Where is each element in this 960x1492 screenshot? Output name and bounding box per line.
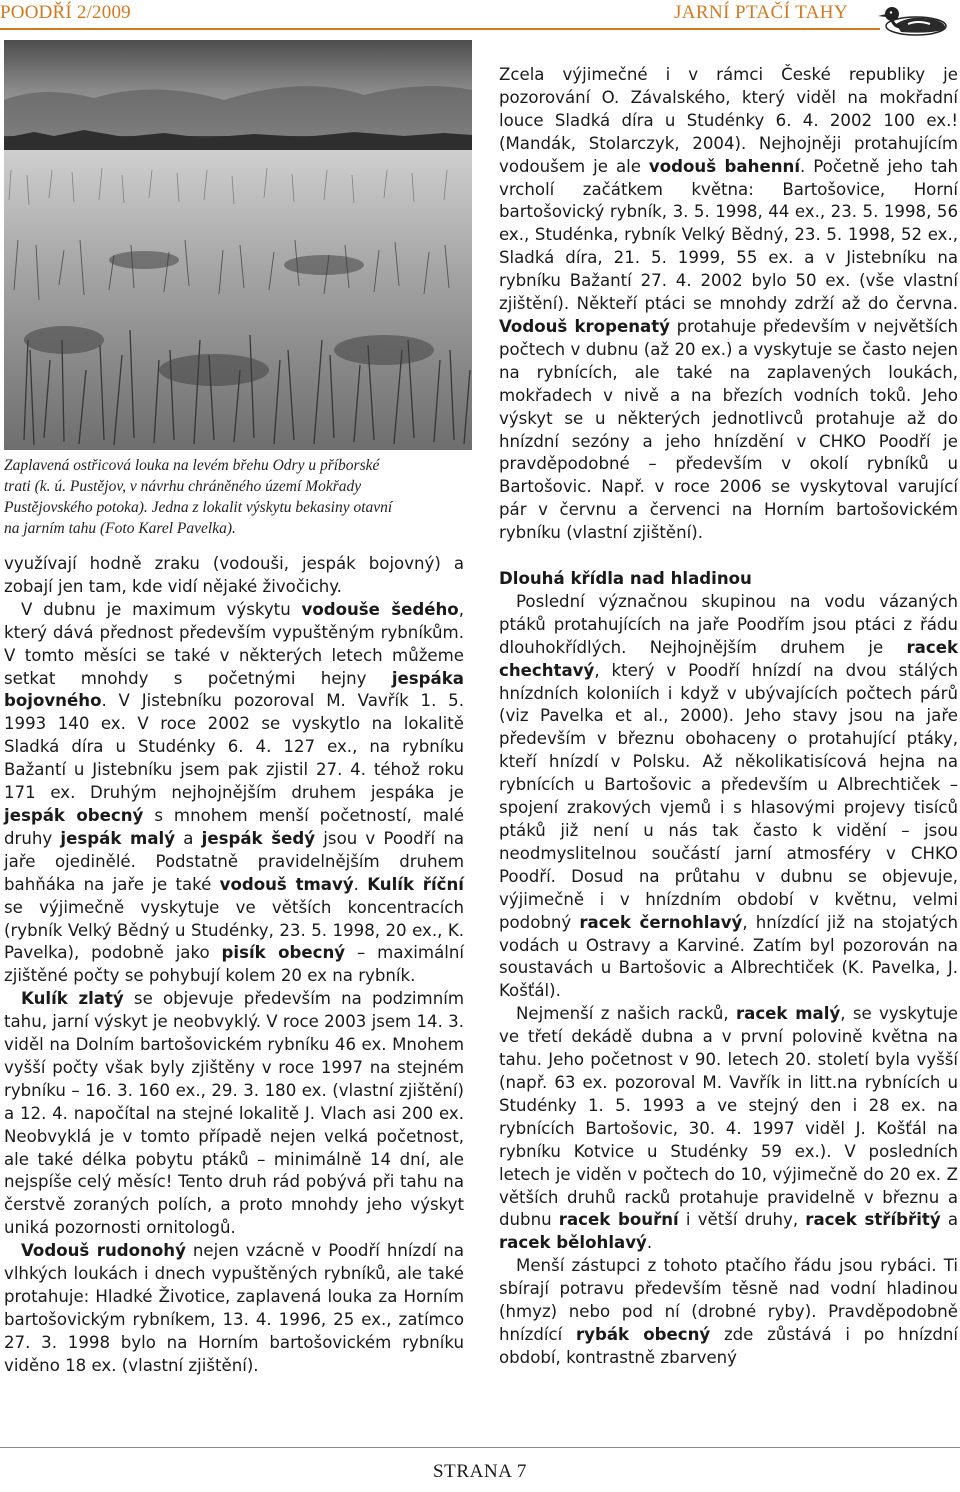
text-run: Poslední význačnou skupinou na vodu vázaných ptáků protahujících na jaře Poodřím jsou ptáci z řádu dlouhokřídlých. Nejhojnějším druhem je xyxy=(499,591,958,657)
text-run: nejen vzácně v Poodří hnízdí na vlhkých loukách i dnech vypuštěných rybníků, ale také protahuje: Hladké Životice, zaplavená louka za Horním bartošovickým rybníkem, 13. 4. 1996, 25 ex., zatímco 27. 3. 1998 bylo na Horním bartošovickém rybníku viděno 18 ex. (vlastní zjištění). xyxy=(4,1241,464,1375)
paragraph xyxy=(4,599,464,988)
species-name: Vodouš rudonohý xyxy=(21,1241,186,1261)
species-name: jespák malý xyxy=(60,828,176,848)
text-run: se výjimečně vyskytuje ve větších koncentracích (rybník Velký Bědný u Studénky, 23. 5. 1998, 20 ex., K. Pavelka), podobně jako xyxy=(4,897,464,963)
text-run: . xyxy=(646,1233,653,1253)
paragraph xyxy=(499,1003,958,1255)
caption-line: Zaplavená ostřicová louka na levém břehu Odry u příborské xyxy=(4,457,380,474)
flooded-meadow-photo xyxy=(4,40,472,450)
text-run: s mnohem menší početností, malé druhy xyxy=(4,805,464,848)
text-run: jsou v Poodří na jaře ojedinělé. Podstatně pravidelnějším druhem bahňáka na jaře je také xyxy=(4,828,465,894)
species-name: racek bouřní xyxy=(558,1210,679,1230)
species-name: Vodouš kropenatý xyxy=(499,316,670,336)
species-name: Kulík říční xyxy=(367,874,464,894)
species-name: racek černohlavý xyxy=(579,912,743,932)
species-name: vodouš tmavý xyxy=(219,874,354,894)
text-run: – maximální zjištěné počty se pohybují kolem 20 ex na rybník. xyxy=(4,943,464,986)
text-run: , který dává přednost především vypuštěným rybníkům. V tomto měsíci se také v některých letech můžeme setkat mnohdy s početnými hejny xyxy=(4,599,464,688)
species-name: rybák obecný xyxy=(575,1324,711,1344)
page-header xyxy=(0,0,960,36)
text-run: Menší zástupci z tohoto ptačího řádu jsou rybáci. Ti sbírají potravu především těsně nad vodní hladinou (hmyz) nebo pod ní (drobné ryby). Pravděpodobně hnízdící xyxy=(499,1256,958,1344)
section-heading: Dlouhá křídla nad hladinou xyxy=(499,569,752,589)
text-run: Zcela výjimečné i v rámci České republiky je pozorování O. Závalského, který viděl na mokřadní louce Sladká díra u Studénky 6. 4. 2002 100 ex.! (Mandák, Stolarczyk, 2004). Nejhojněji protahujícím vodoušem je ale xyxy=(499,65,958,176)
species-name: racek chechtavý xyxy=(499,637,958,680)
text-run: a xyxy=(175,828,202,848)
header-rule xyxy=(0,28,880,30)
text-run: , hnízdící již na stojatých vodách u Ostravy a Karviné. Zatím byl pozorován na soustavách u Bartošovic a Albrechtiček (K. Pavelka, J. Košťál). xyxy=(499,912,958,1001)
caption-line: na jarním tahu (Foto Karel Pavelka). xyxy=(4,520,236,537)
paragraph xyxy=(4,1240,464,1377)
species-name: pisík obecný xyxy=(221,943,346,963)
text-run: Nejmenší z našich racků, xyxy=(516,1004,736,1024)
paragraph xyxy=(499,1255,958,1370)
section-title: JARNÍ PTAČÍ TAHY xyxy=(673,2,848,23)
species-name: jespák šedý xyxy=(201,828,316,848)
species-name: jespáka bojovného xyxy=(4,668,464,711)
text-run: protahuje především v největších počtech v dubnu (až 20 ex.) a vyskytuje se často nejen na rybnících, ale také na zaplavených loukách, mokřadech v nivě a na březích vodních toků. Jeho výskyt se u některých jednotlivců protahuje až do hnízdní sezóny a jeho hnízdění v CHKO Poodří je pravděpodobné – především v okolí rybníků u Bartošovic. Např. v roce 2006 se vyskytoval varující pár v červnu a červenci na Horním bartošovickém rybníku (vlastní zjištění). xyxy=(499,316,958,543)
text-run: a xyxy=(940,1210,958,1230)
paragraph xyxy=(4,553,464,599)
text-run: , se vyskytuje ve třetí dekádě dubna a v první polovině května na tahu. Jeho početnost v 90. letech 20. století byla vyšší (např. 63 ex. pozoroval M. Vavřík in litt.na rybnících u Studénky 1. 5. 1993 a ve stejný den i 28 ex. na rybnících Bartošovic, 30. 4. 1997 viděl J. Košťál na rybníku Kotvice u Studénky 59 ex.). V posledních letech je viděn v počtech do 10, výjimečně do 20 ex. Z větších druhů racků protahuje pravidelně v březnu a dubnu xyxy=(499,1004,958,1230)
text-run: . Početně jeho tah vrcholí začátkem května: Bartošovice, Horní bartošovický rybník, 3. 5. 1998, 44 ex., 23. 5. 1998, 56 ex., Studénka, rybník Velký Bědný, 23. 5. 1998, 52 ex., Sladká díra, 21. 5. 1999, 55 ex. a v Jistebníku na rybníku Bažantí 27. 4. 2002 bylo 50 ex. (vše vlastní zjištění). Někteří ptáci se mnohdy zdrží až do června. xyxy=(499,156,959,314)
species-name: vodouš bahenní xyxy=(648,156,801,176)
bird-logo-icon xyxy=(856,0,956,40)
text-run: i větší druhy, xyxy=(678,1210,806,1230)
species-name: vodouše šedého xyxy=(301,599,459,619)
text-run: využívají hodně zraku (vodouši, jespák bojovný) a zobají jen tam, kde vidí nějaké živočichy. xyxy=(4,554,464,596)
text-run: , který v Poodří hnízdí na dvou stálých hnízdních koloniích i když v ubývajících počtech párů (viz Pavelka et al., 2000). Jeho stavy jsou na jaře především v březnu obohaceny o protahující ptáky, kteří hnízdí v Polsku. Až několikatisícová hejna na rybnících u Bartošovic a především u Albrechtiček – spojení zrakových vjemů i s hlasovými projevy tisíců ptáků již není u nás tak často k vidění – jsou neodmyslitelnou součástí jarní atmosféry v CHKO Poodří. Dosud na průtahu v dubnu se objevuje, výjimečně i v hnízdním období v květnu, velmi podobný xyxy=(499,660,958,932)
species-name: racek malý xyxy=(735,1004,841,1024)
caption-line: trati (k. ú. Pustějov, v návrhu chráněného území Mokřady xyxy=(4,478,362,495)
photo-caption xyxy=(4,455,474,539)
left-column xyxy=(4,553,464,1378)
text-run: . xyxy=(353,874,368,894)
paragraph xyxy=(499,64,958,545)
footer-rule xyxy=(0,1447,960,1448)
caption-line: Pustějovského potoka). Jedna z lokalit výskytu bekasiny otavní xyxy=(4,499,393,516)
species-name: racek bělohlavý xyxy=(499,1233,647,1253)
right-column xyxy=(499,64,958,1370)
text-run: se objevuje především na podzimním tahu, jarní výskyt je neobvyklý. V roce 2003 jsem 14. 3. viděl na Dolním bartošovickém rybníku 46 ex. Mnohem vyšší počty však byly zjištěny v roce 1997 na stejném rybníku – 16. 3. 160 ex., 29. 3. 180 ex. (vlastní zjištění) a 12. 4. napočítal na stejné lokalitě J. Vlach asi 200 ex. Neobvyklá je v tomto případě nejen velká početnost, ale také délka pobytu ptáků – minimálně 14 dní, ale nejspíše celý měsíc! Tento druh rád pobývá při tahu na čerstvě zoraných polích, a proto mnohdy jeho výskyt uniká pozornosti ornitologů. xyxy=(4,989,464,1238)
paragraph xyxy=(499,591,958,1003)
page-number: STRANA 7 xyxy=(432,1461,527,1482)
species-name: racek stříbřitý xyxy=(805,1210,941,1230)
text-run: zde zůstává i po hnízdní období, kontrastně zbarvený xyxy=(499,1324,959,1367)
species-name: Kulík zlatý xyxy=(21,989,124,1009)
species-name: jespák obecný xyxy=(4,805,144,825)
paragraph xyxy=(4,988,464,1240)
text-run: . V Jistebníku pozoroval M. Vavřík 1. 5. 1993 140 ex. V roce 2002 se vyskytlo na lokalitě Sladká díra u Studénky 6. 4. 127 ex., na rybníku Bažantí u Jistebníku jsem pak zjistil 27. 4. téhož roku 171 ex. Druhým nejhojnějším druhem jespáka je xyxy=(4,691,464,803)
magazine-issue: POODŘÍ 2/2009 xyxy=(0,2,131,23)
text-run: V dubnu je maximum výskytu xyxy=(21,599,302,619)
